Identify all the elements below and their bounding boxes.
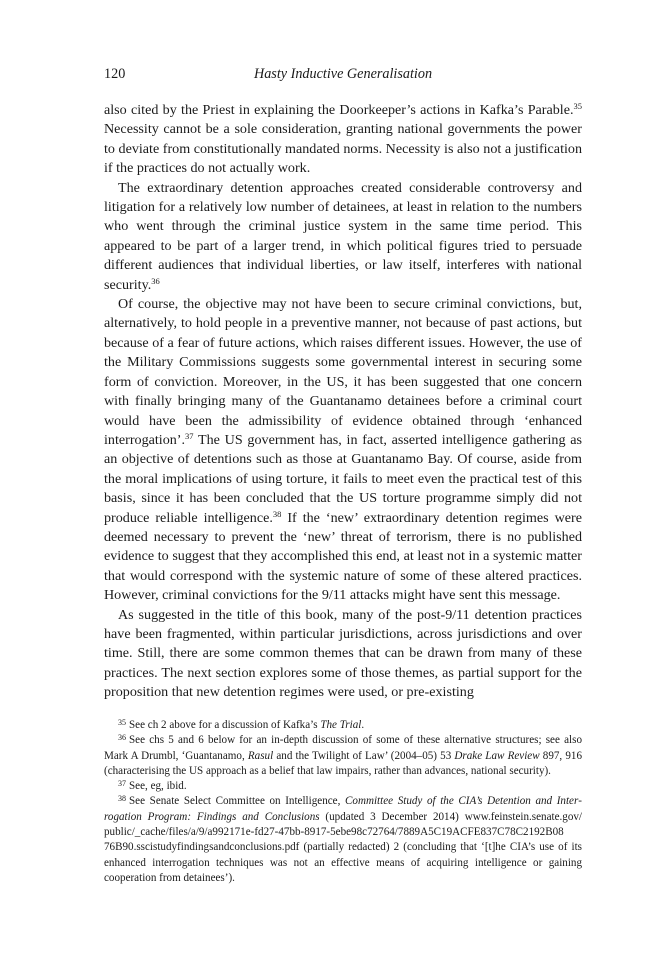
paragraph-3	[104, 295, 582, 606]
footnote-38	[104, 794, 582, 886]
paragraph-2-text: The extraordinary detention approaches created considerable controversy and litigation for a relatively low number of detainees, at least in relation to the numbers who went through the criminal justice system in the same time period. This appeared to be part of a larger trend, in which political figures tried to persuade different audiences that individual liberties, or law itself, interferes with national security.	[104, 179, 582, 293]
paragraph-1-tail: Necessity cannot be a sole consideration, granting national governments the power to deviate from constitutionally mandated norms. Necessity is also not a justification if the practices do not actually work.	[104, 121, 582, 177]
footnote-ref-38[interactable]: 38	[272, 508, 282, 519]
footnote-36-text-c: 897, 916 (characterising the US approach as a belief that law impairs, rather than advances, national security).	[104, 749, 582, 777]
footnotes	[104, 718, 582, 886]
footnote-38-text-b: (updated 3 December 2014) www.feinstein.senate.gov/ public/_cache/files/a/9/a992171e-fd27-47bb-8917-5ebe98c72764/7889A5C19ACFE837C78C2192B08 76B90.sscistudyfindingsandconclusions.pdf (partially redacted) 2 (concluding that ‘[t]he CIA’s use of its enhanced interrogation techniques was not an effective means of acquiring intelligence or gaining cooperation from detainees’).	[104, 810, 582, 884]
footnote-38-text-a: See Senate Select Committee on Intelligence,	[129, 795, 345, 808]
footnote-36-journal: Drake Law Review	[454, 749, 540, 762]
footnote-ref-37[interactable]: 37	[185, 430, 194, 441]
footnote-ref-36[interactable]: 36	[151, 275, 160, 286]
body-text	[104, 101, 582, 703]
footnote-36	[104, 733, 582, 779]
paragraph-3-text-c: If the ‘new’ extraordinary detention regimes were deemed necessary to prevent the ‘new’ threat of terrorism, there is no published evidence to suggest that they accomplished this end, at least not in a systemic matter that would correspond with the systemic nature of some of these altered practices. However, criminal convictions for the 9/11 attacks might have sent this message.	[104, 509, 582, 604]
paragraph-1	[104, 101, 582, 179]
footnote-35-title: The Trial	[320, 719, 362, 731]
footnote-37-text: See, eg, ibid.	[129, 780, 187, 793]
footnote-35-end: .	[361, 719, 365, 731]
footnote-36-case-name: Rasul	[247, 749, 274, 762]
paragraph-2	[104, 179, 582, 295]
footnote-number: 38	[118, 794, 126, 804]
footnote-36-text-b: and the Twilight of Law’ (2004–05) 53	[273, 749, 455, 762]
footnote-36-text-a: See chs 5 and 6 below for an in-depth discussion of some of these alternative structures; see also Mark A Drumbl, ‘Guantanamo,	[104, 734, 582, 762]
footnote-38-report-title: Committee Study of the CIA’s Detention and Interrogation Program: Findings and Conclusions	[104, 795, 582, 823]
paragraph-1-text: also cited by the Priest in explaining the Doorkeeper’s actions in Kafka’s Parable.	[104, 102, 574, 118]
paragraph-4-text: As suggested in the title of this book, many of the post-9/11 detention practices have been fragmented, within particular jurisdictions, across jurisdictions and over time. Still, there are some common themes that can be drawn from many of these practices. The next section explores some of those themes, as partial support for the proposition that new detention regimes were used, or pre-existing	[104, 606, 582, 701]
running-head: Hasty Inductive Generalisation	[253, 66, 433, 82]
footnote-35-text: See ch 2 above for a discussion of Kafka’s	[129, 719, 321, 731]
footnote-ref-35[interactable]: 35	[573, 101, 582, 111]
footnote-number: 36	[118, 733, 126, 743]
paragraph-4	[104, 606, 582, 703]
paragraph-3-text-b: The US government has, in fact, asserted intelligence gathering as an objective of detentions such as those at Guantanamo Bay. Of course, aside from the moral implications of using torture, it fails to meet even the practical test of this basis, since it has been concluded that the US torture programme simply did not produce reliable intelligence.	[104, 431, 582, 526]
footnote-37	[104, 779, 582, 794]
page-number: 120	[104, 66, 126, 82]
footnote-35	[104, 718, 582, 733]
footnote-number: 37	[118, 779, 126, 789]
page-header	[104, 66, 582, 88]
paragraph-3-text-a: Of course, the objective may not have been to secure criminal convictions, but, alternatively, to hold people in a preventive manner, not because of past actions, but because of a fear of future actions, which raises different issues. However, the use of the Military Commissions suggests some governmental interest in securing some form of conviction. Moreover, in the US, it has been suggested that one concern with finally bringing many of the Guantanamo detainees before a criminal court would have been the admissibility of evidence obtained through ‘enhanced interrogation’.	[104, 296, 582, 448]
footnote-number: 35	[118, 718, 126, 727]
